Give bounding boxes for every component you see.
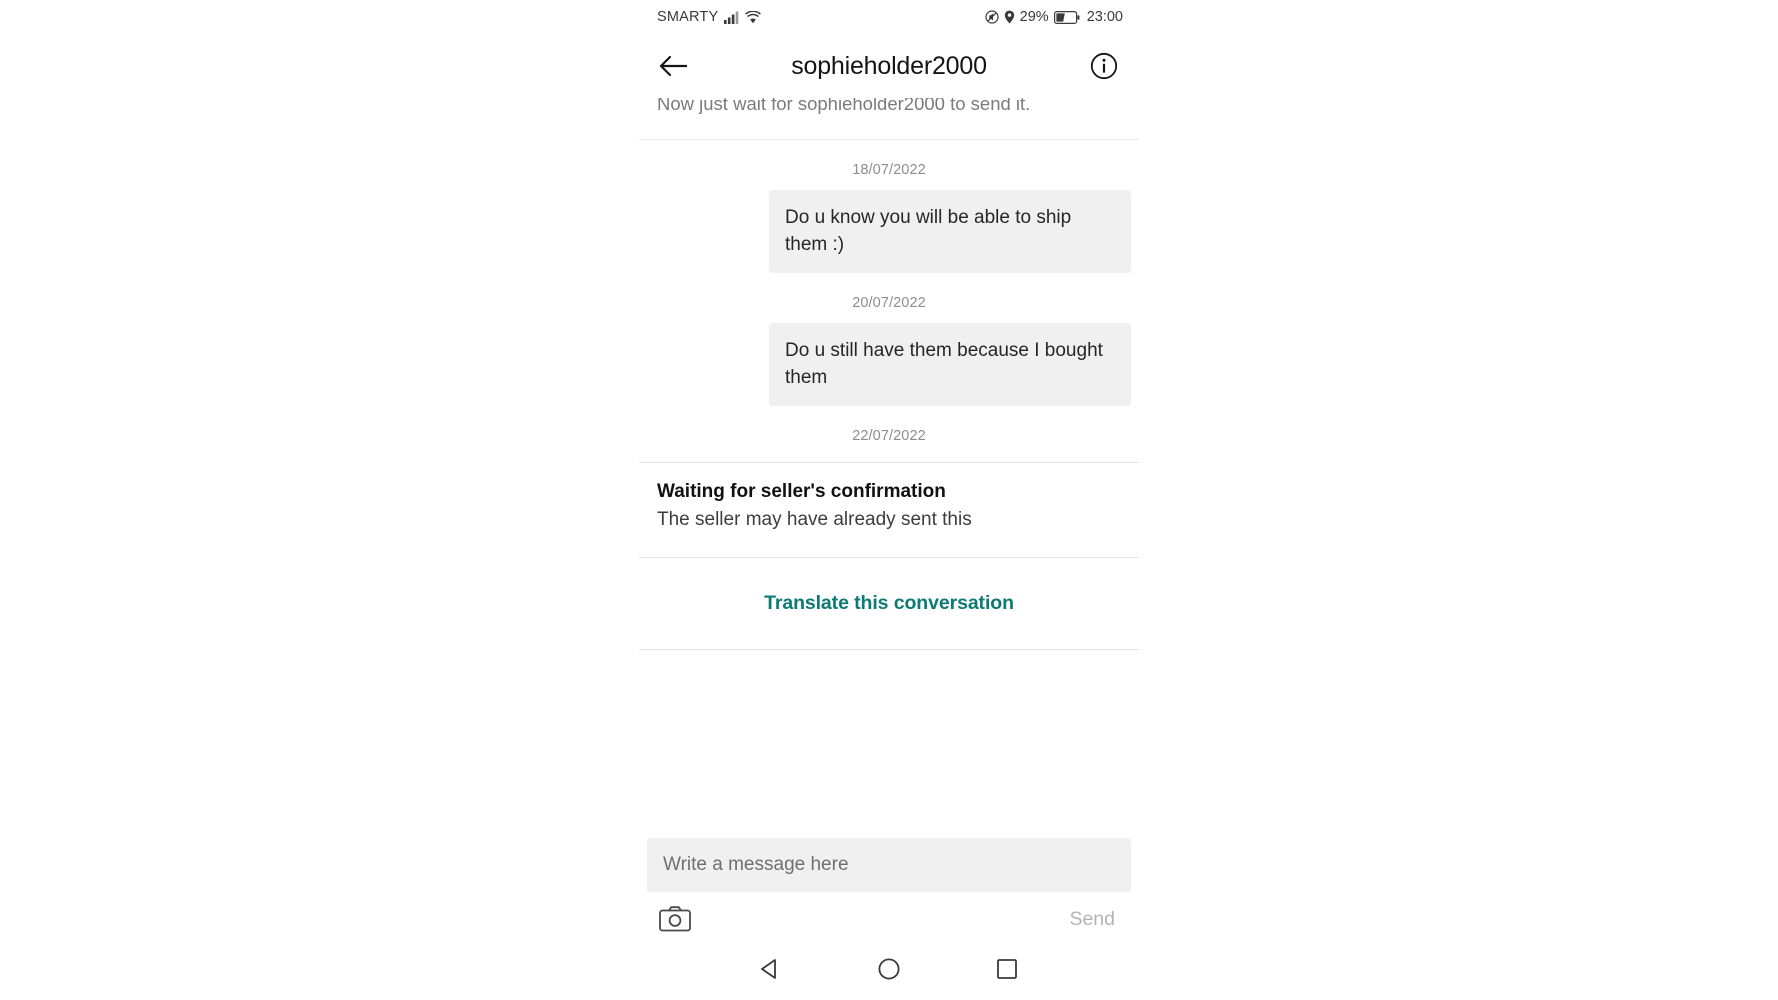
nav-recents-square-icon — [995, 957, 1019, 981]
nav-back-triangle-icon — [759, 957, 783, 981]
phone-viewport — [639, 0, 1139, 1000]
date-separator: 22/07/2022 — [852, 428, 926, 444]
info-icon — [1090, 52, 1118, 80]
back-button[interactable] — [653, 54, 695, 78]
conversation-info-button[interactable] — [1083, 52, 1125, 80]
back-arrow-icon — [659, 54, 689, 78]
status-bar-left — [657, 9, 761, 25]
previous-message-partial: Now just wait for sophieholder2000 to send it. — [657, 98, 1031, 114]
message-bubble: Do u still have them because I bought them — [769, 323, 1131, 406]
nav-back-button[interactable] — [751, 949, 791, 989]
date-separator: 20/07/2022 — [852, 295, 926, 311]
message-composer — [639, 824, 1139, 938]
wifi-icon — [745, 11, 761, 24]
battery-icon — [1054, 11, 1080, 24]
translate-conversation-link[interactable]: Translate this conversation — [764, 592, 1014, 614]
system-notice — [639, 463, 1139, 557]
status-bar — [639, 0, 1139, 34]
page-title: sophieholder2000 — [791, 51, 987, 80]
app-header — [639, 34, 1139, 98]
nav-recents-button[interactable] — [987, 949, 1027, 989]
cellular-signal-icon — [724, 11, 739, 24]
date-separator: 18/07/2022 — [852, 162, 926, 178]
message-row — [639, 323, 1139, 406]
carrier-label: SMARTY — [657, 9, 719, 25]
composer-actions — [647, 892, 1131, 932]
location-icon — [1004, 10, 1015, 24]
conversation-thread[interactable] — [639, 98, 1139, 824]
camera-icon — [659, 906, 691, 932]
nav-home-circle-icon — [877, 957, 901, 981]
nav-home-button[interactable] — [869, 949, 909, 989]
send-button[interactable]: Send — [1065, 908, 1119, 931]
status-bar-right — [985, 9, 1123, 25]
system-notice-body: The seller may have already sent this — [657, 509, 972, 530]
mute-icon — [985, 10, 999, 24]
clock-label: 23:00 — [1086, 9, 1123, 25]
translate-row — [639, 558, 1139, 649]
system-navigation-bar — [639, 938, 1139, 1000]
message-row — [639, 190, 1139, 273]
camera-button[interactable] — [659, 906, 691, 932]
message-bubble: Do u know you will be able to ship them :) — [769, 190, 1131, 273]
message-input[interactable] — [647, 838, 1131, 892]
system-notice-title: Waiting for seller's confirmation — [657, 481, 946, 502]
battery-percent-label: 29% — [1019, 9, 1049, 25]
divider — [639, 649, 1139, 650]
